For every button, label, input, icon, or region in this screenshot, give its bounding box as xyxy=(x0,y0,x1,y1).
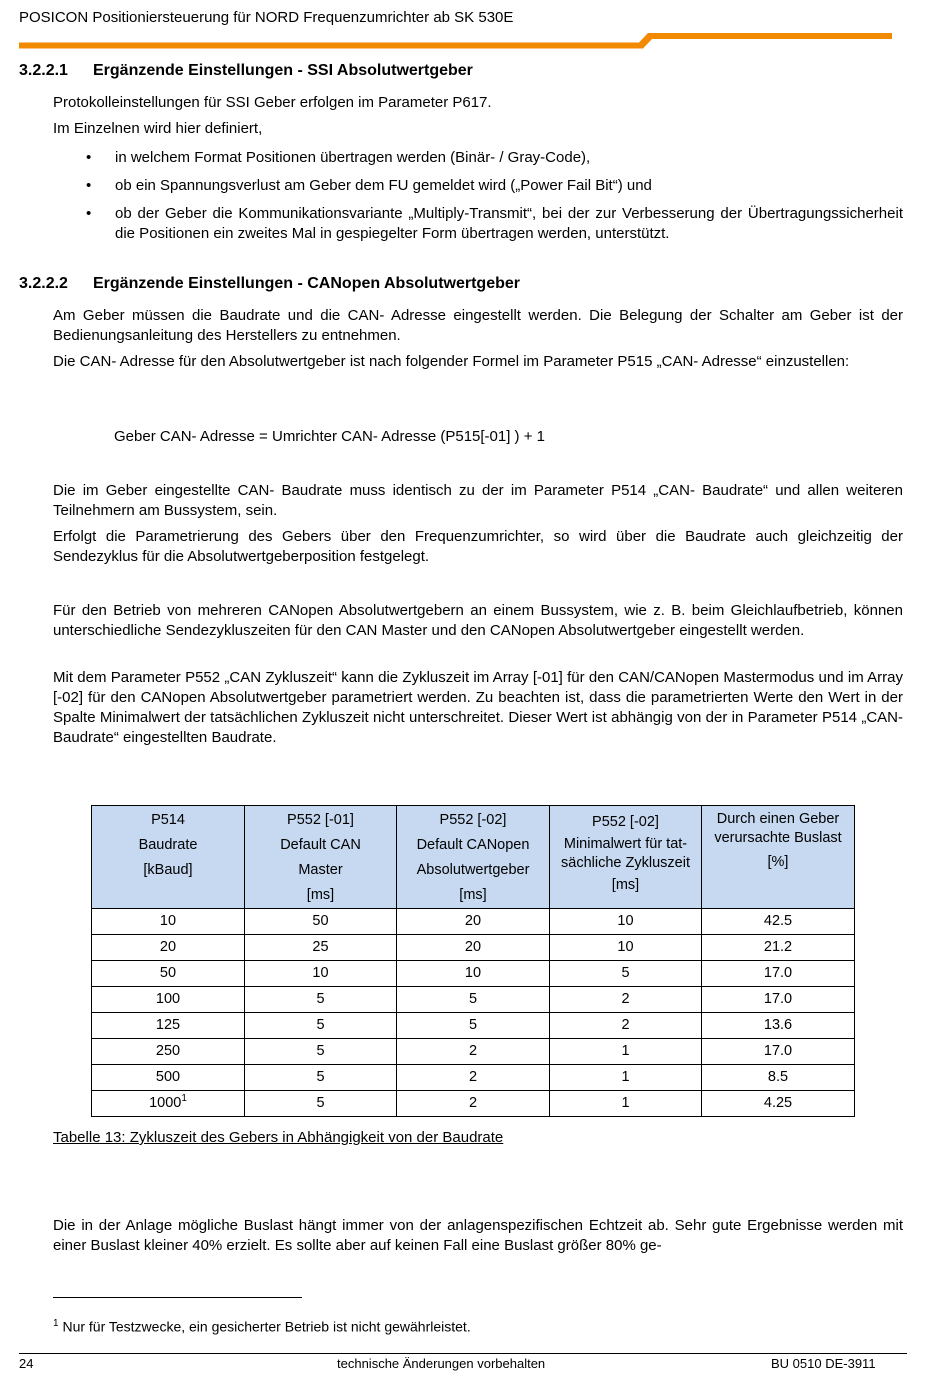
table-cell: 17.0 xyxy=(702,987,855,1013)
table-row xyxy=(92,1039,855,1065)
table-cell: 500 xyxy=(92,1065,245,1091)
table-cell: 13.6 xyxy=(702,1013,855,1039)
header-line: Absolutwertgeber xyxy=(416,862,530,878)
table-cell: 5 xyxy=(245,1091,397,1117)
table-cell: 2 xyxy=(550,1013,702,1039)
table-cell: 100 xyxy=(92,987,245,1013)
paragraph: Die CAN- Adresse für den Absolutwertgeber ist nach folgender Formel im Parameter P515 „CAN- Adresse“ einzustellen: xyxy=(53,353,850,370)
header-line: [ms] xyxy=(459,887,487,903)
page-number: 24 xyxy=(19,1356,34,1371)
baudrate-table xyxy=(91,805,855,1117)
table-cell: 25 xyxy=(245,935,397,961)
table-cell: 1 xyxy=(550,1039,702,1065)
footnote xyxy=(53,1318,471,1335)
header-line: verursachte Buslast xyxy=(714,830,842,846)
table-cell: 5 xyxy=(245,1065,397,1091)
table-cell: 42.5 xyxy=(702,909,855,935)
table-cell: 2 xyxy=(397,1091,550,1117)
table-header-row xyxy=(92,806,855,909)
list-item xyxy=(53,148,903,168)
table-cell: 8.5 xyxy=(702,1065,855,1091)
header-line: Default CAN xyxy=(280,837,361,853)
paragraph: Für den Betrieb von mehreren CANopen Absolutwertgebern an einem Bussystem, wie z. B. beim Gleichlaufbetrieb, können unterschiedliche Sendezykluszeiten für den CAN Master und den CANopen Absolutwertgeber eingestellt werden. xyxy=(53,602,903,639)
header-line: [ms] xyxy=(306,887,335,903)
footnote-text: Nur für Testzwecke, ein gesicherter Betrieb ist nicht gewährleistet. xyxy=(62,1318,471,1335)
table-row xyxy=(92,909,855,935)
list-item xyxy=(53,204,903,244)
table-cell: 5 xyxy=(245,1039,397,1065)
header-line: Minimalwert für tat- xyxy=(563,836,688,852)
table-cell: 10 xyxy=(397,961,550,987)
footnote-divider xyxy=(53,1297,302,1298)
table-cell: 20 xyxy=(397,935,550,961)
table-caption: Tabelle 13: Zykluszeit des Gebers in Abhängigkeit von der Baudrate xyxy=(53,1129,504,1146)
paragraph: Am Geber müssen die Baudrate und die CAN- Adresse eingestellt werden. Die Belegung der Schalter am Geber ist der Bedienungsanleitung des Herstellers zu entnehmen. xyxy=(53,307,903,344)
table-cell: 50 xyxy=(245,909,397,935)
table-cell: 125 xyxy=(92,1013,245,1039)
table-cell: 5 xyxy=(245,987,397,1013)
table-cell: 20 xyxy=(92,935,245,961)
footer-notice: technische Änderungen vorbehalten xyxy=(337,1356,546,1371)
column-header-default-can-master xyxy=(245,806,397,909)
table-cell: 17.0 xyxy=(702,961,855,987)
table-cell: 5 xyxy=(550,961,702,987)
table-cell: 10 xyxy=(550,935,702,961)
column-header-baudrate xyxy=(92,806,245,909)
section-number: 3.2.2.2 xyxy=(19,275,68,292)
section-heading-ssi xyxy=(19,61,473,81)
table-cell: 2 xyxy=(550,987,702,1013)
header-line: Baudrate xyxy=(138,837,198,853)
table-row xyxy=(92,961,855,987)
column-header-buslast xyxy=(702,806,855,909)
paragraph: Die in der Anlage mögliche Buslast hängt immer von der anlagenspezifischen Echtzeit ab. Sehr gute Ergebnisse werden mit einer Buslast kleiner 40% erzielt. Es sollte aber auf keinen Fall eine Buslast größer 80% ge- xyxy=(53,1217,903,1254)
table-cell: 20 xyxy=(397,909,550,935)
section-title: Ergänzende Einstellungen - CANopen Absolutwertgeber xyxy=(93,275,520,292)
table-cell: 10 xyxy=(550,909,702,935)
table-cell: 5 xyxy=(397,987,550,1013)
table-cell: 10 xyxy=(92,909,245,935)
table-row xyxy=(92,1013,855,1039)
header-line: P514 xyxy=(151,812,185,828)
table-cell: 10 xyxy=(245,961,397,987)
table-cell: 2 xyxy=(397,1039,550,1065)
table-cell: 250 xyxy=(92,1039,245,1065)
list-item-text: ob ein Spannungsverlust am Geber dem FU gemeldet wird („Power Fail Bit“) und xyxy=(115,177,652,194)
paragraph: Die im Geber eingestellte CAN- Baudrate muss identisch zu der im Parameter P514 „CAN- Baudrate“ und allen weiteren Teilnehmern am Bussystem, sein. xyxy=(53,482,903,519)
section-heading-canopen xyxy=(19,274,520,294)
table-cell: 1 xyxy=(550,1091,702,1117)
header-line: P552 [-01] xyxy=(287,812,354,828)
document-header-title: POSICON Positioniersteuerung für NORD Frequenzumrichter ab SK 530E xyxy=(19,9,514,26)
header-line: Master xyxy=(298,862,343,878)
table-cell: 5 xyxy=(397,1013,550,1039)
table-cell: 4.25 xyxy=(702,1091,855,1117)
table-row xyxy=(92,935,855,961)
header-line: P552 [-02] xyxy=(592,814,659,830)
table-row xyxy=(92,1065,855,1091)
table-cell xyxy=(92,1091,245,1117)
section-number: 3.2.2.1 xyxy=(19,62,68,79)
table-cell: 1 xyxy=(550,1065,702,1091)
section-title: Ergänzende Einstellungen - SSI Absolutwertgeber xyxy=(93,62,473,79)
list-item-text: ob der Geber die Kommunikationsvariante „Multiply-Transmit“, bei der zur Verbesserung der Übertragungssicherheit die Positionen ein zweites Mal in gespiegelter Form übertragen werden, unterstützt. xyxy=(115,205,903,242)
header-bar-line xyxy=(19,33,892,49)
bullet-icon: • xyxy=(86,177,92,194)
header-line: [%] xyxy=(767,854,789,870)
column-header-min-cycle-time xyxy=(550,806,702,909)
formula: Geber CAN- Adresse = Umrichter CAN- Adresse (P515[-01] ) + 1 xyxy=(114,428,545,445)
footnote-mark: 1 xyxy=(53,1318,59,1329)
table-row xyxy=(92,1091,855,1117)
cell-value: 1000 xyxy=(149,1095,182,1111)
header-line: Durch einen Geber xyxy=(716,811,840,827)
list-item xyxy=(53,176,903,196)
table-cell: 50 xyxy=(92,961,245,987)
document-number: BU 0510 DE-3911 xyxy=(771,1356,876,1371)
list-item-text: in welchem Format Positionen übertragen werden (Binär- / Gray-Code), xyxy=(115,149,591,166)
paragraph: Mit dem Parameter P552 „CAN Zykluszeit“ kann die Zykluszeit im Array [-01] für den CAN/CANopen Mastermodus und im Array [-02] für den CANopen Absolutwertgeber parametriert werden. Zu beachten ist, dass die parametrierten Werte den Wert in der Spalte Minimalwert der tatsächlichen Zykluszeit nicht unterschreitet. Dieser Wert ist abhängig von der in Parameter P514 „CAN- Baudrate“ eingestellten Baudrate. xyxy=(53,669,903,746)
column-header-default-canopen xyxy=(397,806,550,909)
header-line: Default CANopen xyxy=(416,837,530,853)
header-line: [kBaud] xyxy=(143,862,193,878)
paragraph: Protokolleinstellungen für SSI Geber erfolgen im Parameter P617. xyxy=(53,94,492,111)
header-line: P552 [-02] xyxy=(439,812,507,828)
bullet-list xyxy=(53,148,903,244)
table-row xyxy=(92,987,855,1013)
footer-divider xyxy=(19,1353,907,1354)
footnote-reference[interactable]: 1 xyxy=(181,1093,187,1105)
header-accent-bar xyxy=(0,30,950,54)
table-cell: 5 xyxy=(245,1013,397,1039)
table-cell: 21.2 xyxy=(702,935,855,961)
table-cell: 17.0 xyxy=(702,1039,855,1065)
bullet-icon: • xyxy=(86,149,92,166)
paragraph: Im Einzelnen wird hier definiert, xyxy=(53,120,263,137)
header-line: [ms] xyxy=(611,877,640,893)
bullet-icon: • xyxy=(86,205,92,222)
header-line: sächliche Zykluszeit xyxy=(561,855,690,871)
table-cell: 2 xyxy=(397,1065,550,1091)
paragraph: Erfolgt die Parametrierung des Gebers über den Frequenzumrichter, so wird über die Baudrate auch gleichzeitig der Sendezyklus für die Absolutwertgeberposition festgelegt. xyxy=(53,528,903,565)
